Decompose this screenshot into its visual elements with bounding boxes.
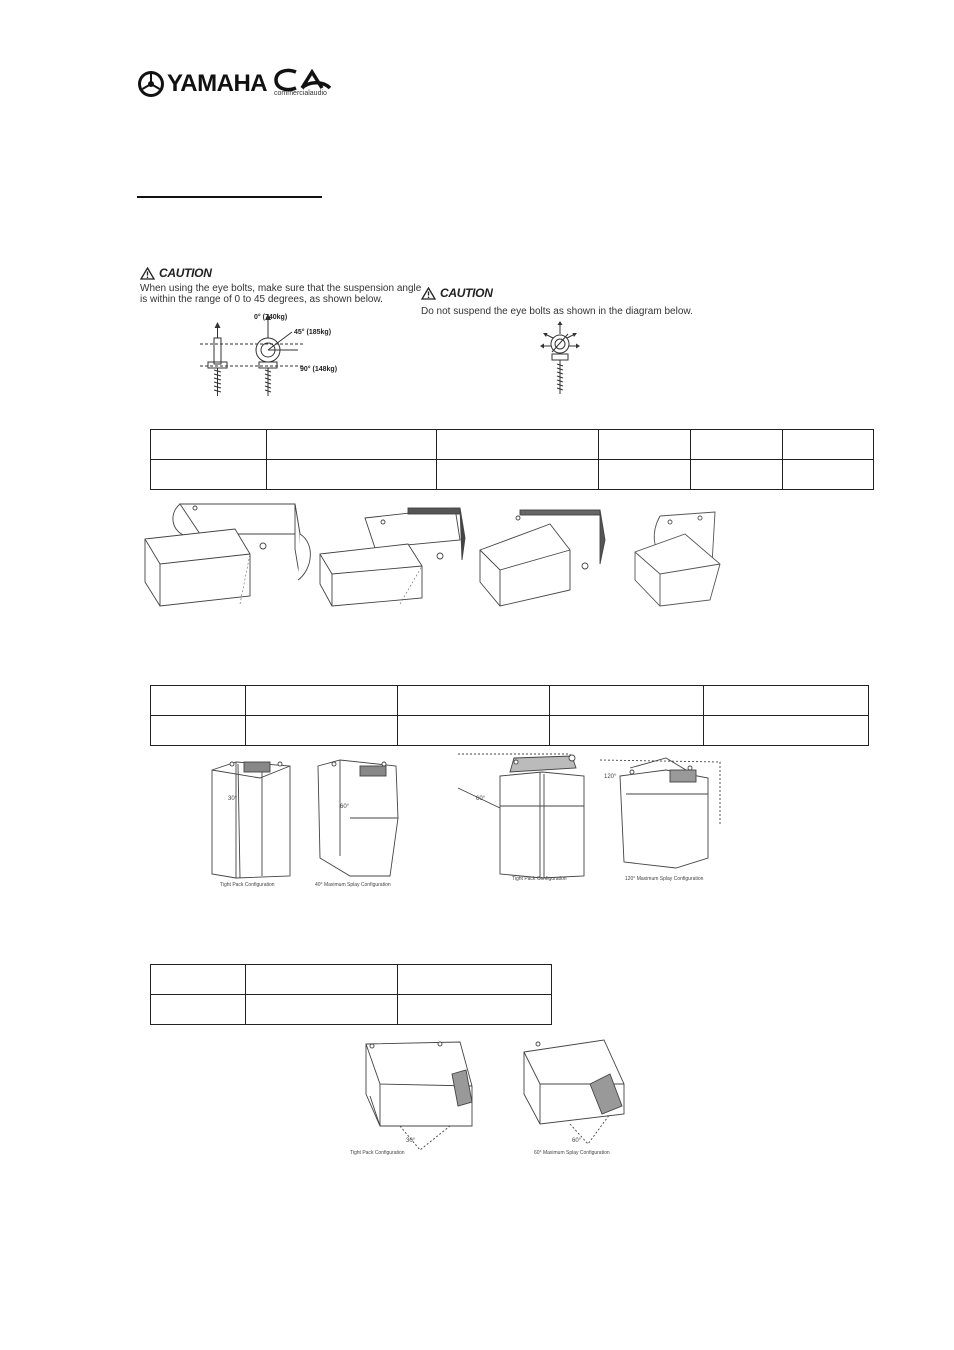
caution-left [140, 266, 421, 305]
table-cell [691, 460, 783, 490]
table-cell [550, 686, 704, 716]
caption-tight-pack-3: Tight Pack Configuration [350, 1150, 405, 1156]
table-cell [397, 686, 550, 716]
angle-label-d: 120° [604, 774, 617, 780]
angle-label-b: 60° [340, 804, 350, 810]
yamaha-wordmark: YAMAHA [167, 70, 268, 97]
table-row [151, 995, 552, 1025]
table-cell [245, 965, 398, 995]
table-cell [599, 460, 691, 490]
table-cell [266, 460, 436, 490]
table-cell [691, 430, 783, 460]
caution-left-title: CAUTION [159, 266, 212, 280]
caption-splay-40: 40° Maximum Splay Configuration [315, 882, 391, 888]
table-row [151, 430, 874, 460]
table-cell [397, 716, 550, 746]
bracket-table [150, 429, 874, 490]
caption-tight-pack-1: Tight Pack Configuration [220, 882, 275, 888]
table-cell [151, 686, 246, 716]
caption-tight-pack-2: Tight Pack Configuration [512, 876, 567, 882]
caution-left-line1: When using the eye bolts, make sure that the suspension angle [140, 283, 422, 294]
table-cell [550, 716, 704, 746]
angle-90-label: 90° (148kg) [300, 366, 338, 373]
table-cell [783, 460, 874, 490]
caution-left-line2: is within the range of 0 to 45 degrees, as shown below. [140, 294, 383, 305]
table-cell [151, 965, 246, 995]
table-row [151, 460, 874, 490]
angle-label-e: 30° [406, 1138, 416, 1144]
warning-triangle-icon [140, 267, 155, 280]
incorrect-eye-bolt-diagram [540, 320, 580, 396]
section-heading-underline [137, 196, 322, 198]
table-row [151, 716, 869, 746]
table-cell [398, 965, 552, 995]
horizontal-array-table [150, 964, 552, 1025]
caption-splay-120: 120° Maximum Splay Configuration [625, 876, 704, 882]
table-cell [398, 995, 552, 1025]
table-row [151, 686, 869, 716]
u-bracket-speaker-illustrations [140, 494, 800, 614]
table-cell [151, 995, 246, 1025]
table-cell [151, 460, 267, 490]
table-cell [245, 995, 398, 1025]
angle-45-label: 45° (185kg) [294, 329, 332, 336]
tuning-fork-emblem-icon [137, 68, 165, 100]
eye-bolt-angle-diagram [200, 310, 350, 400]
table-cell [151, 430, 267, 460]
caution-right-line1: Do not suspend the eye bolts as shown in the diagram below. [421, 306, 693, 317]
table-cell [266, 430, 436, 460]
ca-mark-icon [272, 68, 334, 92]
table-cell [436, 430, 599, 460]
table-cell [599, 430, 691, 460]
table-cell [151, 716, 246, 746]
table-cell [245, 686, 397, 716]
caution-right-title: CAUTION [440, 286, 493, 300]
table-cell [704, 716, 869, 746]
yamaha-logo [137, 68, 268, 100]
caption-splay-60: 60° Maximum Splay Configuration [534, 1150, 610, 1156]
angle-label-a: 30° [228, 796, 238, 802]
table-cell [245, 716, 397, 746]
table-cell [783, 430, 874, 460]
table-cell [704, 686, 869, 716]
ca-subtitle: commercialaudio [274, 90, 327, 97]
caution-right [421, 286, 693, 317]
angle-0-label: 0° (740kg) [254, 314, 288, 321]
warning-triangle-icon [421, 287, 436, 300]
table-cell [436, 460, 599, 490]
horizontal-array-illustrations [340, 1034, 640, 1160]
table-row [151, 965, 552, 995]
array-bracket-table [150, 685, 869, 746]
angle-label-f: 60° [572, 1138, 582, 1144]
angle-label-c: 60° [476, 796, 486, 802]
array-configuration-illustrations [200, 748, 730, 890]
commercial-audio-logo [272, 68, 338, 102]
